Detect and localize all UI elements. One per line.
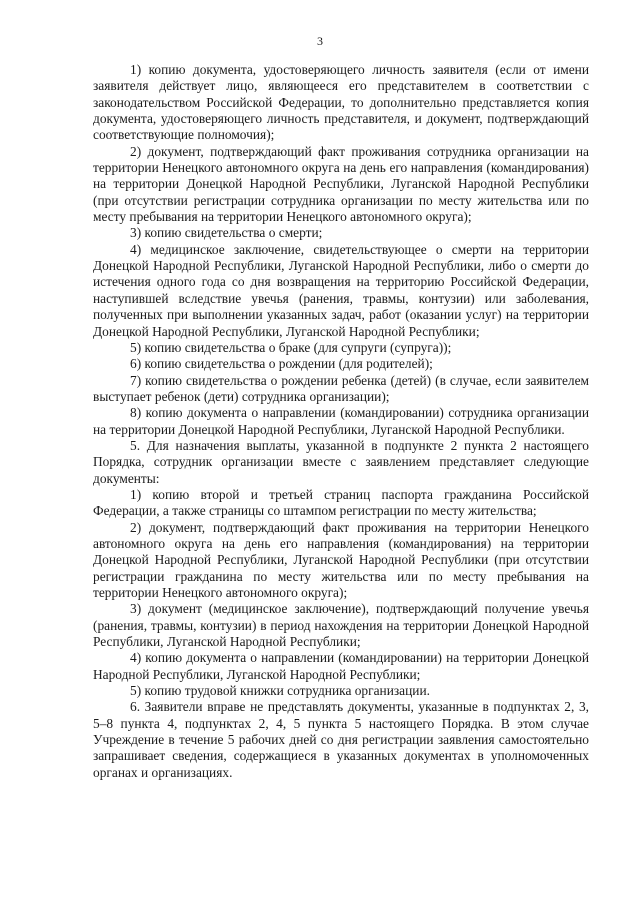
section-5-intro: 5. Для назначения выплаты, указанной в подпункте 2 пункта 2 настоящего Порядка, сотрудник организации вместе с заявлением представляет следующие документы:	[93, 437, 589, 486]
paragraph-item-3: 3) копию свидетельства о смерти;	[130, 225, 323, 241]
section-5-item-5: 5) копию трудовой книжки сотрудника организации.	[130, 683, 430, 699]
section-5-item-3: 3) документ (медицинское заключение), подтверждающий получение увечья (ранения, травмы, контузии) в период нахождения на территории Донецкой Народной Республики, Луганской Народной Республики;	[93, 601, 589, 650]
paragraph-item-2: 2) документ, подтверждающий факт проживания сотрудника организации на территории Ненецкого автономного округа на день его направления (командирования) на территории Донецкой Народной Республики, Луганской Народной Республики (при отсутствии регистрации сотрудника организации по месту жительства или по месту пребывания на территории Ненецкого автономного округа);	[93, 143, 589, 225]
paragraph-item-7: 7) копию свидетельства о рождении ребенка (детей) (в случае, если заявителем выступает ребенок (дети) сотрудника организации);	[93, 372, 589, 404]
section-5-item-2: 2) документ, подтверждающий факт проживания на территории Ненецкого автономного округа на день его направления (командирования) на территории Донецкой Народной Республики, Луганской Народной Республики (при отсутствии регистрации гражданина по месту жительства или по месту пребывания на территории Ненецкого автономного округа);	[93, 519, 589, 600]
section-6-paragraph: 6. Заявители вправе не представлять документы, указанные в подпунктах 2, 3, 5–8 пункта 4, подпунктах 2, 4, 5 пункта 5 настоящего Порядка. В этом случае Учреждение в течение 5 рабочих дней со дня регистрации заявления самостоятельно запрашивает сведения, содержащиеся в указанных документах в уполномоченных органах и организациях.	[93, 699, 589, 780]
section-5-item-4: 4) копию документа о направлении (командировании) на территории Донецкой Народной Республики, Луганской Народной Республики;	[93, 650, 589, 682]
page-number: 3	[317, 34, 323, 48]
paragraph-item-6: 6) копию свидетельства о рождении (для родителей);	[130, 356, 433, 372]
paragraph-item-4: 4) медицинское заключение, свидетельствующее о смерти на территории Донецкой Народной Республики, Луганской Народной Республики, либо о смерти до истечения одного года со дня возвращения на территорию Российской Федерации, наступившей вследствие увечья (ранения, травмы, контузии) или заболевания, полученных при выполнении указанных задач, работ (оказании услуг) на территории Донецкой Народной Республики, Луганской Народной Республики;	[93, 241, 589, 339]
document-body	[93, 62, 589, 781]
paragraph-item-5: 5) копию свидетельства о браке (для супруги (супруга));	[130, 339, 452, 355]
section-5-item-1: 1) копию второй и третьей страниц паспорта гражданина Российской Федерации, а также страницы со штампом регистрации по месту жительства;	[93, 486, 589, 519]
paragraph-item-1: 1) копию документа, удостоверяющего личность заявителя (если от имени заявителя действует лицо, являющееся его представителем в соответствии с законодательством Российской Федерации, то дополнительно представляется копия документа, удостоверяющего личность представителя, и документ, подтверждающий соответствующие полномочия);	[93, 62, 589, 143]
paragraph-item-8: 8) копию документа о направлении (командировании) сотрудника организации на территории Донецкой Народной Республики, Луганской Народной Республики.	[93, 405, 589, 437]
